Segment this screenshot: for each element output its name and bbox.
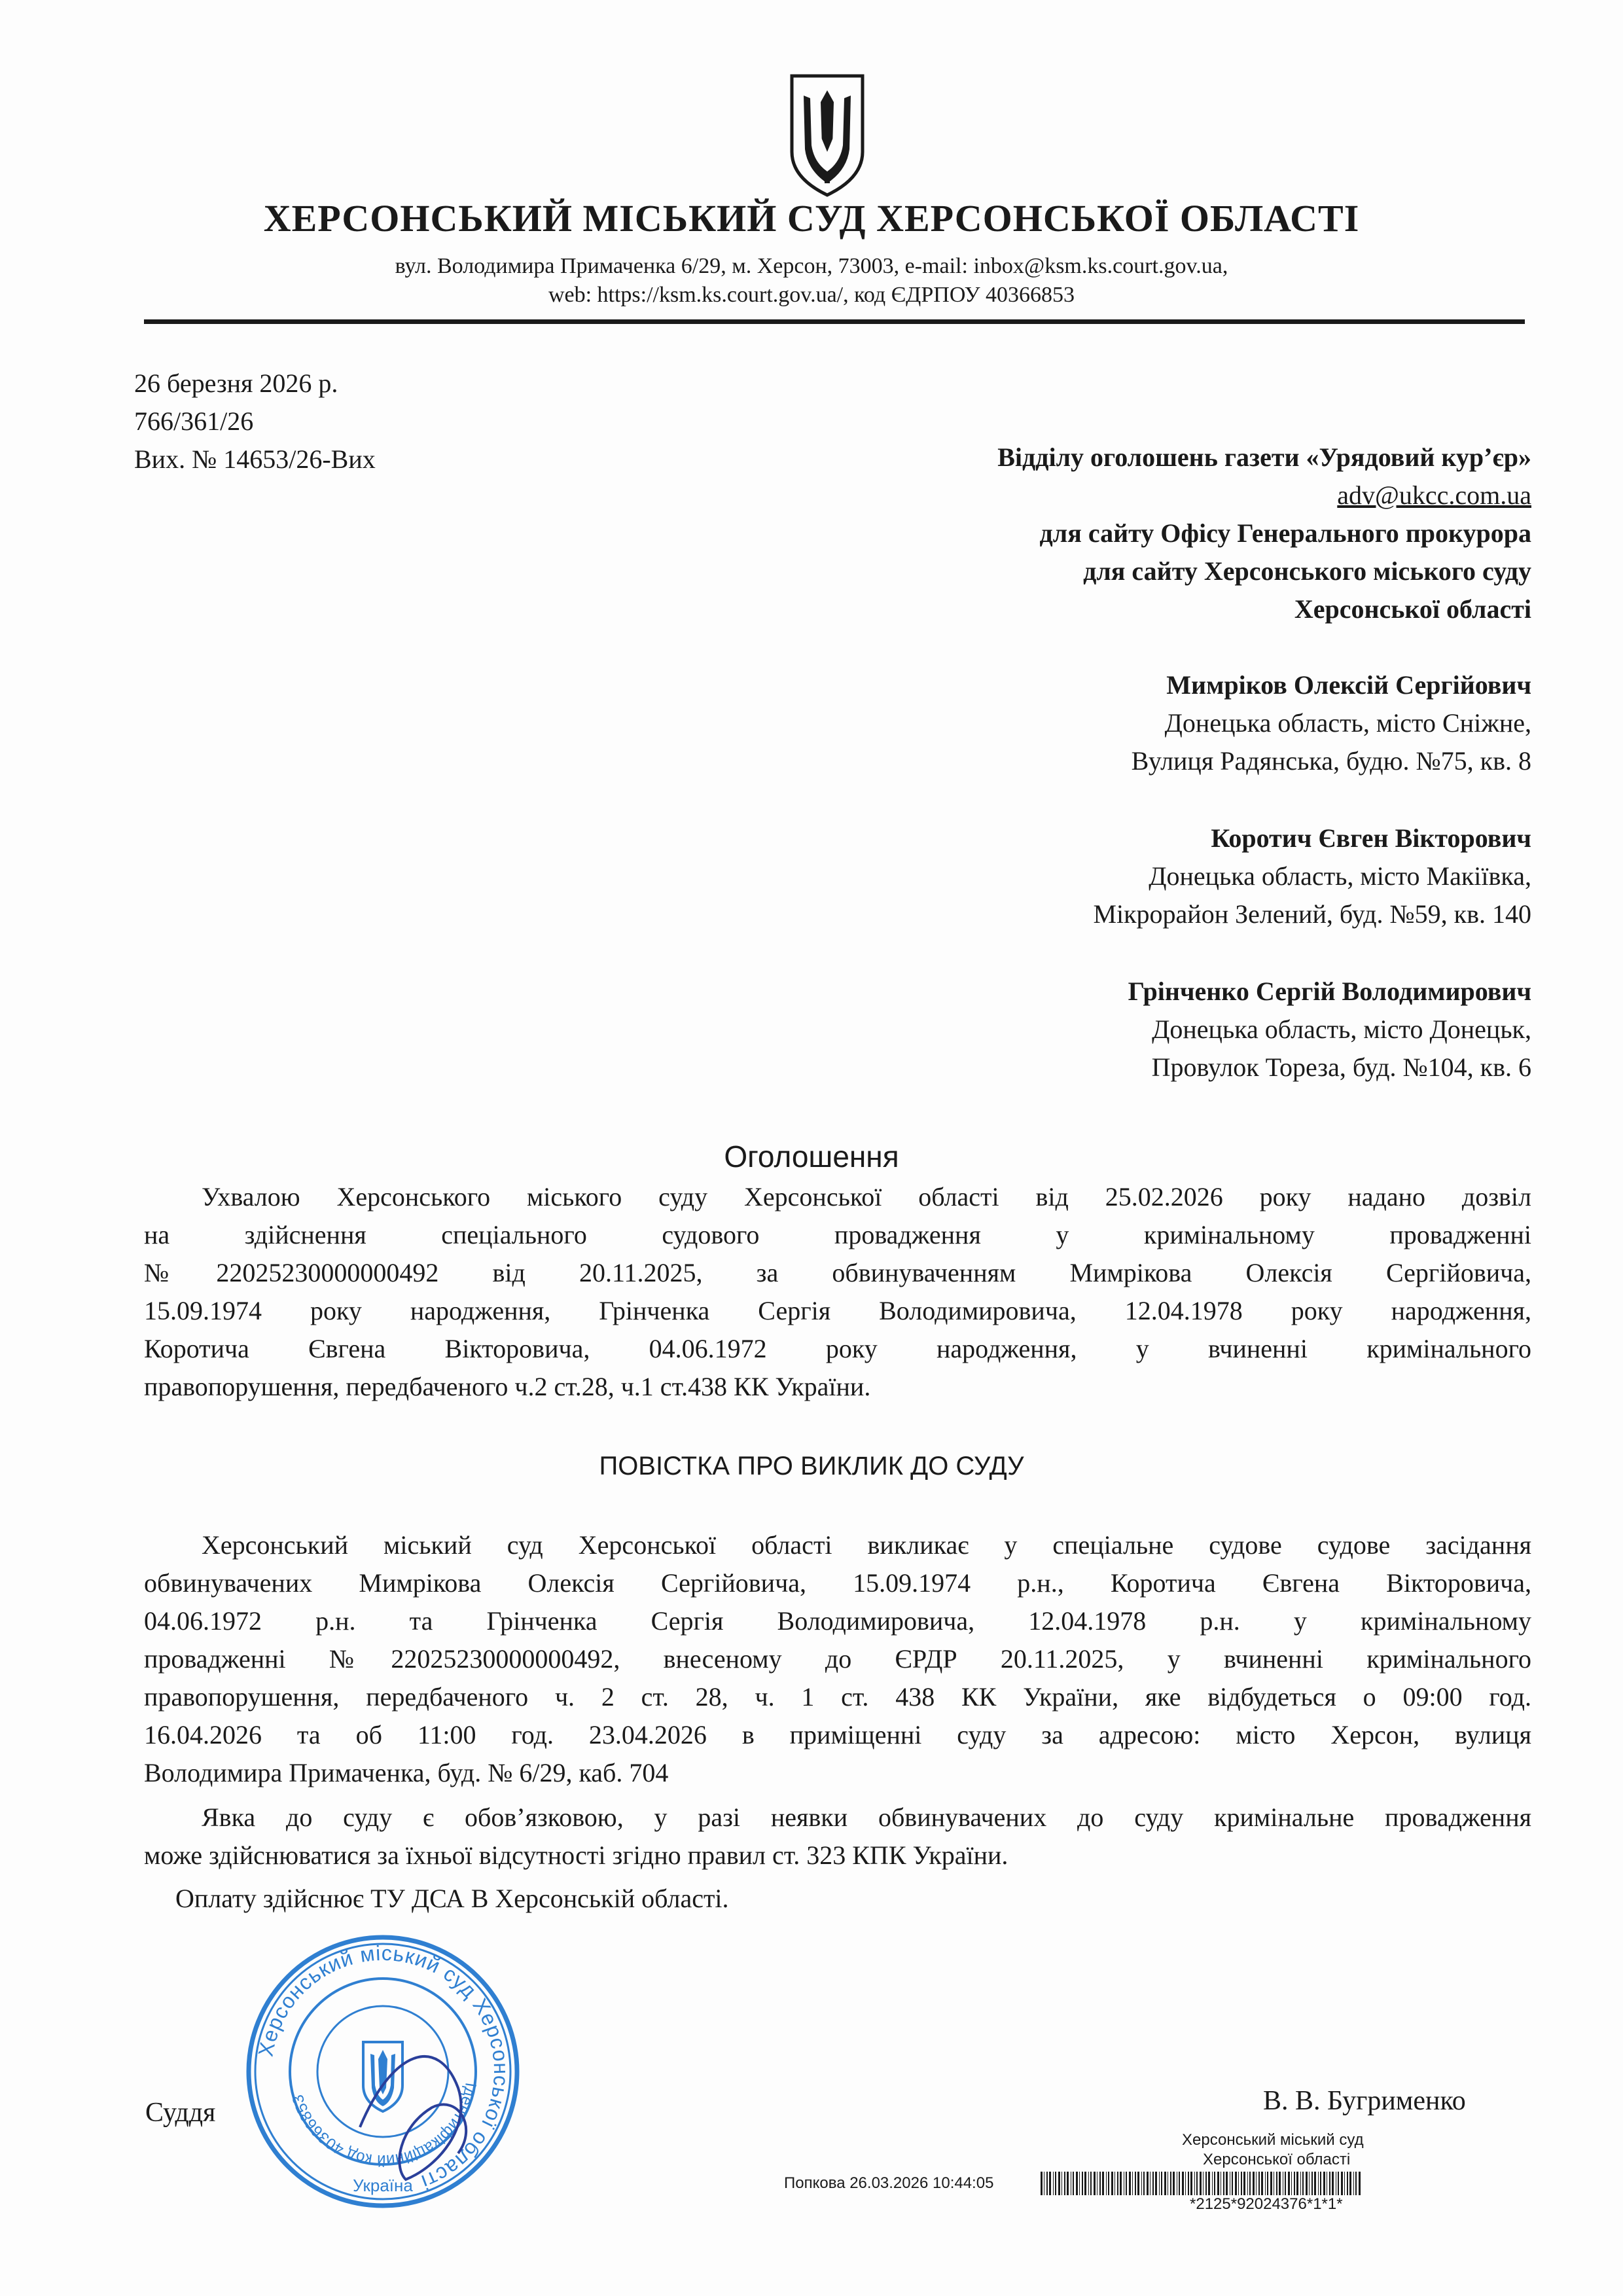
barcode-bar bbox=[1329, 2172, 1330, 2195]
seal-inner-text: Ідентифікаційний код 40366853 bbox=[289, 2081, 480, 2170]
barcode-bar bbox=[1155, 2172, 1157, 2195]
barcode-bar bbox=[1111, 2172, 1113, 2195]
barcode-bar bbox=[1309, 2172, 1310, 2195]
barcode-bar bbox=[1247, 2172, 1248, 2195]
barcode-bar bbox=[1332, 2172, 1334, 2195]
barcode-bar bbox=[1341, 2172, 1343, 2195]
barcode-bar bbox=[1141, 2172, 1142, 2195]
barcode-bar bbox=[1094, 2172, 1096, 2195]
summons-line: правопорушення, передбаченого ч. 2 ст. 28, ч. 1 ст. 438 КК України, яке відбудеться о 09:00 год. bbox=[144, 1682, 1531, 1712]
case-number: 766/361/26 bbox=[134, 406, 254, 436]
barcode-bar bbox=[1306, 2172, 1308, 2195]
barcode-bar bbox=[1055, 2172, 1056, 2195]
barcode-bar bbox=[1320, 2172, 1321, 2195]
barcode-bar bbox=[1359, 2172, 1361, 2195]
barcode-bar bbox=[1067, 2172, 1069, 2195]
barcode-bar bbox=[1256, 2172, 1257, 2195]
barcode-bar bbox=[1099, 2172, 1101, 2195]
barcode-bar bbox=[1088, 2172, 1089, 2195]
barcode bbox=[1041, 2172, 1364, 2195]
barcode-bar bbox=[1185, 2172, 1186, 2195]
announcement-line: правопорушення, передбаченого ч.2 ст.28, ч.1 ст.438 КК України. bbox=[144, 1372, 871, 1401]
barcode-bar bbox=[1073, 2172, 1074, 2195]
barcode-bar bbox=[1053, 2172, 1054, 2195]
barcode-bar bbox=[1238, 2172, 1239, 2195]
recipients-block bbox=[997, 439, 1531, 628]
barcode-bar bbox=[1196, 2172, 1198, 2195]
announcement-line: Ухвалою Херсонського міського суду Херсонської області від 25.02.2026 року надано дозвіл bbox=[202, 1182, 1531, 1211]
person-name: Мимріков Олексій Сергійович bbox=[1166, 670, 1531, 700]
barcode-bar bbox=[1135, 2172, 1136, 2195]
judge-name: В. В. Бугрименко bbox=[1263, 2086, 1466, 2116]
barcode-bar bbox=[1190, 2172, 1192, 2195]
recipient-email: adv@ukcc.com.ua bbox=[1337, 480, 1531, 510]
barcode-bar bbox=[1161, 2172, 1162, 2195]
barcode-bar bbox=[1344, 2172, 1345, 2195]
barcode-bar bbox=[1170, 2172, 1171, 2195]
barcode-bar bbox=[1061, 2172, 1062, 2195]
recipient-prosecutor: для сайту Офісу Генерального прокурора bbox=[1039, 518, 1531, 548]
person-address-line1: Донецька область, місто Макіївка, bbox=[1149, 861, 1531, 891]
barcode-bar bbox=[1173, 2172, 1175, 2195]
barcode-bar bbox=[1249, 2172, 1251, 2195]
barcode-bar bbox=[1182, 2172, 1184, 2195]
barcode-bar bbox=[1276, 2172, 1277, 2195]
barcode-bar bbox=[1288, 2172, 1290, 2195]
barcode-bar bbox=[1188, 2172, 1189, 2195]
barcode-bar bbox=[1200, 2172, 1202, 2195]
announcement-line: 15.09.1974 року народження, Грінченка Сергія Володимировича, 12.04.1978 року народження, bbox=[144, 1296, 1531, 1325]
barcode-bar bbox=[1147, 2172, 1149, 2195]
barcode-bar bbox=[1108, 2172, 1109, 2195]
barcode-bar bbox=[1132, 2172, 1133, 2195]
announcement-line: на здійснення спеціального судового провадження у кримінальному провадженні bbox=[144, 1220, 1531, 1249]
barcode-bar bbox=[1300, 2172, 1301, 2195]
barcode-bar bbox=[1164, 2172, 1166, 2195]
barcode-code: *2125*92024376*1*1* bbox=[1190, 2195, 1343, 2213]
barcode-bar bbox=[1079, 2172, 1080, 2195]
barcode-bar bbox=[1214, 2172, 1215, 2195]
barcode-bar bbox=[1323, 2172, 1325, 2195]
barcode-bar bbox=[1294, 2172, 1295, 2195]
barcode-bar bbox=[1349, 2172, 1351, 2195]
barcode-bar bbox=[1137, 2172, 1139, 2195]
barcode-bar bbox=[1223, 2172, 1224, 2195]
attendance-line: може здійснюватися за їхньої відсутності згідно правил ст. 323 КПК України. bbox=[144, 1840, 1008, 1870]
barcode-bar bbox=[1253, 2172, 1255, 2195]
barcode-bar bbox=[1102, 2172, 1104, 2195]
outgoing-number: Вих. № 14653/26-Вих bbox=[134, 444, 376, 474]
barcode-bar bbox=[1270, 2172, 1272, 2195]
barcode-bar bbox=[1058, 2172, 1060, 2195]
barcode-bar bbox=[1243, 2172, 1245, 2195]
barcode-bar bbox=[1203, 2172, 1204, 2195]
summons-line: 04.06.1972 р.н. та Грінченка Сергія Володимировича, 12.04.1978 р.н. у кримінальному bbox=[144, 1606, 1531, 1636]
announcement-line: Коротича Євгена Вікторовича, 04.06.1972 року народження, у вчиненні кримінального bbox=[144, 1334, 1531, 1363]
barcode-bar bbox=[1179, 2172, 1180, 2195]
footer-org-line1: Херсонський міський суд bbox=[1182, 2131, 1364, 2149]
seal-country: Україна bbox=[353, 2176, 413, 2195]
court-name: ХЕРСОНСЬКИЙ МІСЬКИЙ СУД ХЕРСОНСЬКОЇ ОБЛАСТІ bbox=[263, 197, 1360, 240]
barcode-bar bbox=[1084, 2172, 1086, 2195]
person-address-line2: Вулиця Радянська, будю. №75, кв. 8 bbox=[1131, 746, 1531, 776]
barcode-bar bbox=[1241, 2172, 1242, 2195]
barcode-bar bbox=[1338, 2172, 1339, 2195]
person-address-line2: Провулок Тореза, буд. №104, кв. 6 bbox=[1151, 1052, 1531, 1082]
court-address: вул. Володимира Примаченка 6/29, м. Херсон, 73003, e-mail: inbox@ksm.ks.court.gov.ua, bbox=[395, 254, 1228, 278]
summons-line: 16.04.2026 та об 11:00 год. 23.04.2026 в приміщенні суду за адресою: місто Херсон, вулиця bbox=[144, 1720, 1531, 1749]
person-block-1 bbox=[1132, 666, 1531, 780]
barcode-bar bbox=[1129, 2172, 1131, 2195]
person-address-line1: Донецька область, місто Сніжне, bbox=[1164, 708, 1531, 738]
summons-line: Володимира Примаченка, буд. № 6/29, каб. 704 bbox=[144, 1758, 669, 1787]
barcode-bar bbox=[1311, 2172, 1313, 2195]
barcode-bar bbox=[1265, 2172, 1266, 2195]
barcode-bar bbox=[1296, 2172, 1298, 2195]
person-name: Грінченко Сергій Володимирович bbox=[1128, 977, 1531, 1006]
summons-line: обвинувачених Мимрікова Олексія Сергійовича, 15.09.1974 р.н., Коротича Євгена Вікторовича, bbox=[144, 1568, 1531, 1598]
seal-trident-icon bbox=[363, 2042, 402, 2111]
summons-line: провадженні №22025230000000492, внесеному до ЄРДР 20.11.2025, у вчиненні кримінального bbox=[144, 1644, 1531, 1674]
barcode-bar bbox=[1041, 2172, 1043, 2195]
barcode-bar bbox=[1318, 2172, 1319, 2195]
person-name: Коротич Євген Вікторович bbox=[1211, 823, 1531, 853]
barcode-bar bbox=[1049, 2172, 1051, 2195]
announcement-line: №22025230000000492 від 20.11.2025, за обвинуваченням Мимрікова Олексія Сергійовича, bbox=[144, 1258, 1531, 1287]
attendance-line: Явка до суду є обов’язковою, у разі неявки обвинувачених до суду кримінальне провадження bbox=[202, 1803, 1531, 1832]
barcode-bar bbox=[1267, 2172, 1268, 2195]
recipient-court-site: для сайту Херсонського міського суду bbox=[1083, 556, 1531, 586]
barcode-bar bbox=[1258, 2172, 1260, 2195]
judge-label: Суддя bbox=[145, 2098, 216, 2128]
seal-outer-text: Херсонський міський суд Херсонської області bbox=[253, 1941, 514, 2195]
barcode-bar bbox=[1194, 2172, 1195, 2195]
summons-line: Херсонський міський суд Херсонської області викликає у спеціальне судове судове засідання bbox=[202, 1530, 1531, 1560]
barcode-bar bbox=[1226, 2172, 1228, 2195]
barcode-bar bbox=[1117, 2172, 1118, 2195]
barcode-bar bbox=[1291, 2172, 1292, 2195]
clerk-stamp: Попкова 26.03.2026 10:44:05 bbox=[784, 2174, 994, 2192]
barcode-bar bbox=[1208, 2172, 1210, 2195]
barcode-bar bbox=[1076, 2172, 1078, 2195]
header-divider bbox=[144, 319, 1525, 324]
barcode-bar bbox=[1064, 2172, 1065, 2195]
recipient-court-site-region: Херсонської області bbox=[1294, 594, 1531, 624]
coat-of-arms-icon bbox=[788, 73, 866, 198]
document-date: 26 березня 2026 р. bbox=[134, 368, 338, 398]
barcode-bar bbox=[1106, 2172, 1107, 2195]
court-web: web: https://ksm.ks.court.gov.ua/, код ЄДРПОУ 40366853 bbox=[548, 283, 1075, 307]
barcode-bar bbox=[1261, 2172, 1263, 2195]
announcement-title: Оголошення bbox=[724, 1139, 899, 1174]
barcode-bar bbox=[1302, 2172, 1304, 2195]
recipient-newspaper: Відділу оголошень газети «Урядовий кур’єр» bbox=[997, 442, 1531, 472]
payment-line: Оплату здійснює ТУ ДСА В Херсонській області. bbox=[175, 1884, 729, 1913]
barcode-bar bbox=[1235, 2172, 1237, 2195]
barcode-bar bbox=[1082, 2172, 1083, 2195]
footer-org-line2: Херсонської області bbox=[1203, 2151, 1351, 2168]
barcode-bar bbox=[1090, 2172, 1092, 2195]
court-seal bbox=[242, 1931, 524, 2212]
barcode-bar bbox=[1314, 2172, 1316, 2195]
barcode-bar bbox=[1212, 2172, 1213, 2195]
person-address-line2: Мікрорайон Зелений, буд. №59, кв. 140 bbox=[1093, 899, 1531, 929]
barcode-bar bbox=[1232, 2172, 1233, 2195]
barcode-bar bbox=[1355, 2172, 1357, 2195]
barcode-bar bbox=[1143, 2172, 1145, 2195]
barcode-bar bbox=[1347, 2172, 1348, 2195]
barcode-bar bbox=[1120, 2172, 1122, 2195]
person-address-line1: Донецька область, місто Донецьк, bbox=[1152, 1014, 1531, 1044]
barcode-bar bbox=[1126, 2172, 1127, 2195]
summons-title: ПОВІСТКА ПРО ВИКЛИК ДО СУДУ bbox=[599, 1452, 1024, 1480]
barcode-bar bbox=[1279, 2172, 1281, 2195]
person-block-3 bbox=[1128, 973, 1531, 1086]
barcode-bar bbox=[1046, 2172, 1048, 2195]
barcode-bar bbox=[1159, 2172, 1160, 2195]
barcode-bar bbox=[1205, 2172, 1207, 2195]
barcode-bar bbox=[1152, 2172, 1154, 2195]
barcode-bar bbox=[1217, 2172, 1219, 2195]
barcode-bar bbox=[1353, 2172, 1354, 2195]
person-block-2 bbox=[1093, 819, 1531, 933]
barcode-bar bbox=[1285, 2172, 1286, 2195]
